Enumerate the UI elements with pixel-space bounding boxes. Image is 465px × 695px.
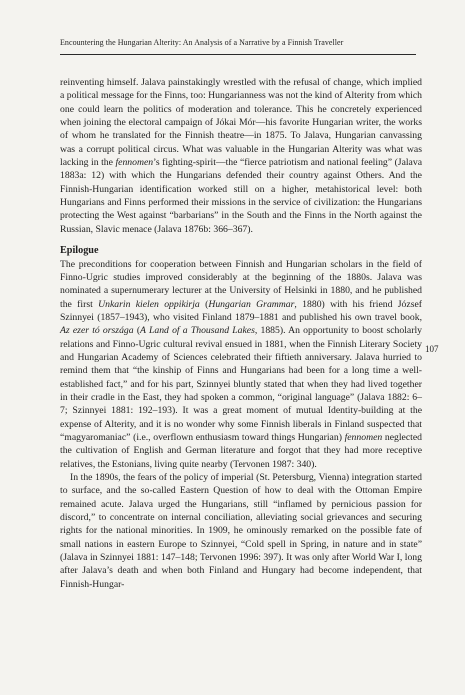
text-run: ( [199, 298, 209, 310]
text-run: ( [133, 325, 141, 337]
text-run: neglected the cultivation of English and German literature and forgot that they had more receptive relatives, the Estonians, living quite nearby (Tervonen 1987: 340). [60, 432, 422, 470]
italic-run: Hungarian Grammar [208, 298, 295, 310]
paragraph-3 [60, 471, 422, 591]
paragraph-2 [60, 258, 422, 472]
header-rule [60, 54, 416, 55]
section-heading-epilogue: Epilogue [60, 245, 99, 257]
text-run: The preconditions for cooperation between Finnish and Hungarian scholars in the field of Finno-Ugric studies improved considerably at the beginning of the 1880s. Jalava was nominated a supernumerary lecturer at the University of Helsinki in 1880, and he published the first [60, 258, 422, 310]
page-number: 107 [425, 344, 439, 354]
italic-run: Az ezer tó országa [60, 325, 134, 337]
text-run: , 1885). An opportunity to boost scholarly relations and Finno-Ugric cultural revival ensued in 1881, when the Finnish Literary Society and Hungarian Academy of Sciences celebrated their fiftieth anniversary. Jalava hurried to remind them that “the kinship of Finns and Hungarians had been for a long time a well-established fact,” and for his part, Szinnyei bluntly stated that when they had lived together in their cradle in the East, they had spoken a common, “original language” (Jalava 1882: 6–7; Szinnyei 1881: 192–193). It was a great moment of mutual Identity-building at the expense of Alterity, and it is no wonder why some Finnish liberals in Finland suspected that “magyaromaniac” (i.e., overflown enthusiasm toward things Hungarian) [60, 325, 422, 443]
text-run: In the 1890s, the fears of the policy of imperial (St. Petersburg, Vienna) integration started to surface, and the so-called Eastern Question of how to deal with the Ottoman Empire remained acute. Jalava urged the Hungarians, still “inflamed by pernicious passion for discord,” to concentrate on internal conciliation, alleviating social grievances and securing rights for the national minorities. In 1909, he ominously remarked on the possible fate of small nations in eastern Europe to Szinnyei, “Cold spell in Spring, in nature and in state” (Jalava in Szinnyei 1881: 147–148; Tervonen 1996: 397). It was only after World War I, long after Jalava’s death and when both Finland and Hungary had become independent, that Finnish-Hungar- [60, 472, 422, 590]
paragraph-1 [60, 76, 422, 236]
running-head: Encountering the Hungarian Alterity: An Analysis of a Narrative by a Finnish Traveller [60, 38, 344, 47]
italic-run: fennomen [344, 432, 383, 443]
italic-run: fennomen [115, 157, 154, 169]
italic-run: A Land of a Thousand Lakes [140, 325, 255, 337]
text-run: , 1880) with his friend József Szinnyei (1857–1943), who visited Finland 1879–1881 and published his own travel book, [60, 298, 422, 323]
italic-run: Unkarin kielen oppikirja [98, 298, 200, 310]
text-run: reinventing himself. Jalava painstakingly wrestled with the refusal of change, which implied a political message for the Finns, too: Hungarianness was not the kind of Alterity from which one could learn the politics of moderation and tolerance. This he concretely experienced when joining the electoral campaign of Jókai Mór—his favorite Hungarian writer, the works of whom he translated for the Finnish theatre—in 1875. To Jalava, Hungarian canvassing was a corrupt political circus. What was valuable in the Hungarian Alterity was what was lacking in the [60, 77, 422, 169]
body-text [60, 76, 422, 591]
text-run: ’s fighting-spirit—the “fierce patriotism and national feeling” (Jalava 1883a: 12) with which the Hungarians defended their country against Others. And the Finnish-Hungarian identification worked still on a higher, metahistorical level: both Hungarians and Finns performed their missions in the service of civilization: the Hungarians protecting the West against “barbarians” in the South and the Finns in the North against the Russian, Slavic menace (Jalava 1876b: 366–367). [60, 157, 423, 235]
